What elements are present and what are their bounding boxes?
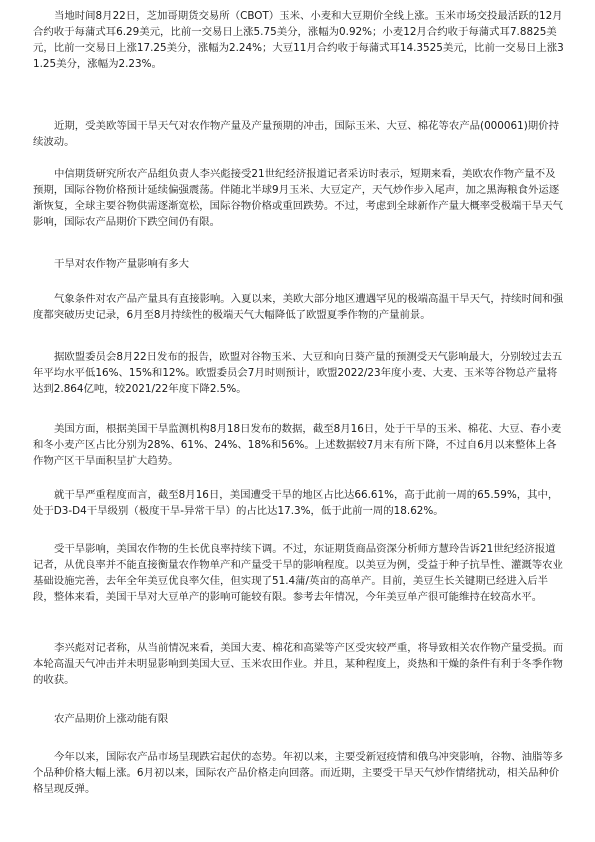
paragraph-crop-condition: 受干旱影响，美国农作物的生长优良率持续下调。不过，东证期货商品资深分析师方慧玲告诉21世纪经济报道记者，从优良率并不能直接衡量农作物单产和产量受干旱的影响程度。以美豆为例，受益于种子抗旱性、灌溉等农业基础设施完善，去年全年美豆优良率欠佳，但实现了51.4蒲/英亩的高单产。目前，美豆生长关键期已经进入后半段，整体来看，美国干旱对大豆单产的影响可能较有限。参考去年情况，今年美豆单产很可能维持在较高水平。 xyxy=(33,543,563,603)
paragraph-us-drought-data: 美国方面，根据美国干旱监测机构8月18日发布的数据，截至8月16日，处于干旱的玉米、棉花、大豆、春小麦和冬小麦产区占比分别为28%、61%、24%、18%和56%。上述数据较7月末有所下降，不过自6月以来整体上各作物产区干旱面积呈扩大趋势。 xyxy=(33,423,562,467)
paragraph-price-volatility: 近期，受美欧等国干旱天气对农作物产量及产量预期的冲击，国际玉米、大豆、棉花等农产品(000061)期价持续波动。 xyxy=(33,120,559,148)
paragraph-analyst-view: 中信期货研究所农产品组负责人李兴彪接受21世纪经济报道记者采访时表示，短期来看，美欧农作物产量不及预期，国际谷物价格预计延续偏强震荡。伴随北半球9月玉米、大豆定产，天气炒作步入尾声，加之黑海粮食外运逐渐恢复，全球主要谷物供需逐渐宽松，国际谷物价格或重回跌势。不过，考虑到全球新作产量大概率受极端干旱天气影响，国际农产品期价下跌空间仍有限。 xyxy=(33,168,563,228)
paragraph-cbot-prices: 当地时间8月22日，芝加哥期货交易所（CBOT）玉米、小麦和大豆期价全线上涨。玉米市场交投最活跃的12月合约收于每蒲式耳6.29美元，比前一交易日上涨5.75美分，涨幅为0.92%；小麦12月合约收于每蒲式耳7.8825美元，比前一交易日上涨17.25美分，涨幅为2.24%；大豆11月合约收于每蒲式耳14.3525美元，比前一交易日上涨31.25美分，涨幅为2.23%。 xyxy=(33,10,564,70)
paragraph-eu-report: 据欧盟委员会8月22日发布的报告，欧盟对谷物玉米、大豆和向日葵产量的预测受天气影响最大，分别较过去五年平均水平低16%、15%和12%。欧盟委员会7月时则预计，欧盟2022/23年度小麦、大麦、玉米等谷物总产量将达到2.864亿吨，较2021/22年度下降2.5%。 xyxy=(33,351,563,395)
section-heading-price-momentum: 农产品期价上涨动能有限 xyxy=(54,713,169,725)
paragraph-crop-damage: 李兴彪对记者称，从当前情况来看，美国大麦、棉花和高粱等产区受灾较严重，将导致相关农作物产量受损。而本轮高温天气冲击并未明显影响到美国大豆、玉米农田作业。并且，某种程度上，炎热和干燥的条件有利于冬季作物的收获。 xyxy=(33,642,564,686)
paragraph-market-trend: 今年以来，国际农产品市场呈现跌宕起伏的态势。年初以来，主要受新冠疫情和俄乌冲突影响，谷物、油脂等多个品种价格大幅上涨。6月初以来，国际农产品价格走向回落。而近期，主要受干旱天气炒作情绪扰动，相关品种价格呈现反弹。 xyxy=(33,751,564,795)
section-heading-drought-impact: 干旱对农作物产量影响有多大 xyxy=(54,258,190,270)
paragraph-drought-severity: 就干旱严重程度而言，截至8月16日，美国遭受干旱的地区占比达66.61%，高于此前一周的65.59%，其中，处于D3-D4干旱级别（极度干旱-异常干旱）的占比达17.3%，低于此前一周的18.62%。 xyxy=(33,489,559,517)
paragraph-weather-conditions: 气象条件对农产品产量具有直接影响。入夏以来，美欧大部分地区遭遇罕见的极端高温干旱天气，持续时间和强度都突破历史记录，6月至8月持续性的极端天气大幅降低了欧盟夏季作物的产量前景。 xyxy=(33,293,564,321)
